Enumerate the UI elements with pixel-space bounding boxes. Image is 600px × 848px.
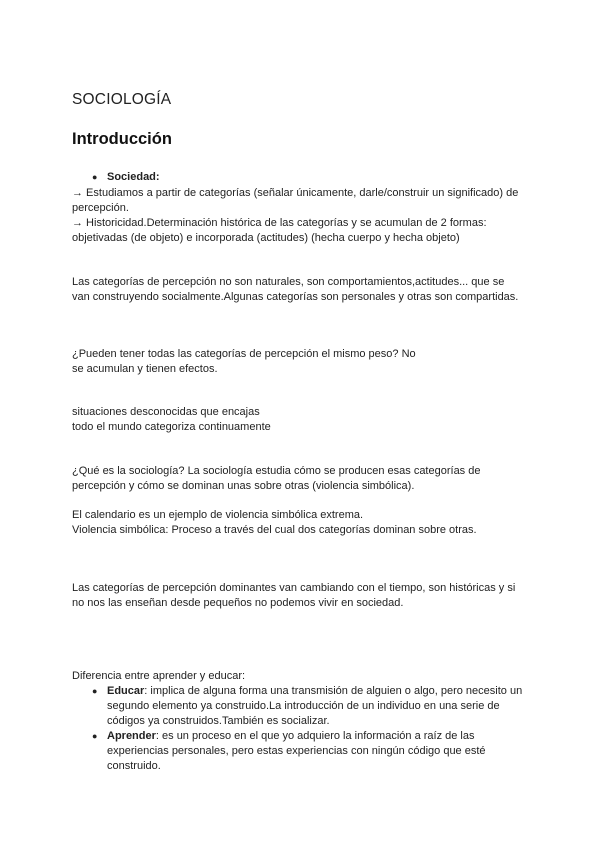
- sociedad-bullet-label: Sociedad:: [107, 171, 160, 183]
- paragraph-5-line-1: El calendario es un ejemplo de violencia simbólica extrema.: [72, 509, 364, 521]
- aprender-text: : es un proceso en el que yo adquiero la información a raíz de las experiencias personales, pero estas experiencias con ningún código que esté construido.: [107, 730, 486, 772]
- paragraph-4-line-2: percepción y cómo se dominan unas sobre otras (violencia simbólica).: [72, 480, 415, 492]
- aprender-label: Aprender: [107, 730, 156, 742]
- bullet-dot: ●: [92, 172, 98, 182]
- paragraph-3-line-1: situaciones desconocidas que encajas: [72, 406, 260, 418]
- intro-line-4: objetivadas (de objeto) e incorporada (actitudes) (hecha cuerpo y hecha objeto): [72, 232, 460, 244]
- paragraph-5-line-2: Violencia simbólica: Proceso a través del cual dos categorías dominan sobre otras.: [72, 524, 477, 536]
- paragraph-2-line-2: se acumulan y tienen efectos.: [72, 363, 218, 375]
- paragraph-4-line-1: ¿Qué es la sociología? La sociología estudia cómo se producen esas categorías de: [72, 465, 481, 477]
- educar-item: [107, 684, 537, 729]
- intro-line-2: percepción.: [72, 202, 129, 214]
- paragraph-3-line-2: todo el mundo categoriza continuamente: [72, 421, 271, 433]
- bullet-dot: ●: [92, 686, 98, 696]
- aprender-item: [107, 729, 537, 774]
- document-title: SOCIOLOGÍA: [72, 91, 172, 108]
- paragraph-1-line-2: van construyendo socialmente.Algunas categorías son personales y otras son compartidas.: [72, 291, 519, 303]
- educar-text: : implica de alguna forma una transmisión de alguien o algo, pero necesito un segundo elemento ya construido.La introducción de un individuo en una serie de códigos ya construidos.También es socializar.: [107, 685, 523, 727]
- section-heading: Introducción: [72, 130, 172, 148]
- paragraph-1-line-1: Las categorías de percepción no son naturales, son comportamientos,actitudes... que se: [72, 276, 505, 288]
- bullet-dot: ●: [92, 731, 98, 741]
- intro-line-1: → Estudiamos a partir de categorías (señalar únicamente, darle/construir un significado) de: [72, 187, 519, 199]
- intro-line-3: → Historicidad.Determinación histórica de las categorías y se acumulan de 2 formas:: [72, 217, 487, 229]
- difference-intro: Diferencia entre aprender y educar:: [72, 670, 246, 682]
- paragraph-6-line-1: Las categorías de percepción dominantes van cambiando con el tiempo, son históricas y si: [72, 582, 516, 594]
- paragraph-2-line-1: ¿Pueden tener todas las categorías de percepción el mismo peso? No: [72, 348, 416, 360]
- educar-label: Educar: [107, 685, 145, 697]
- paragraph-6-line-2: no nos las enseñan desde pequeños no podemos vivir en sociedad.: [72, 597, 404, 609]
